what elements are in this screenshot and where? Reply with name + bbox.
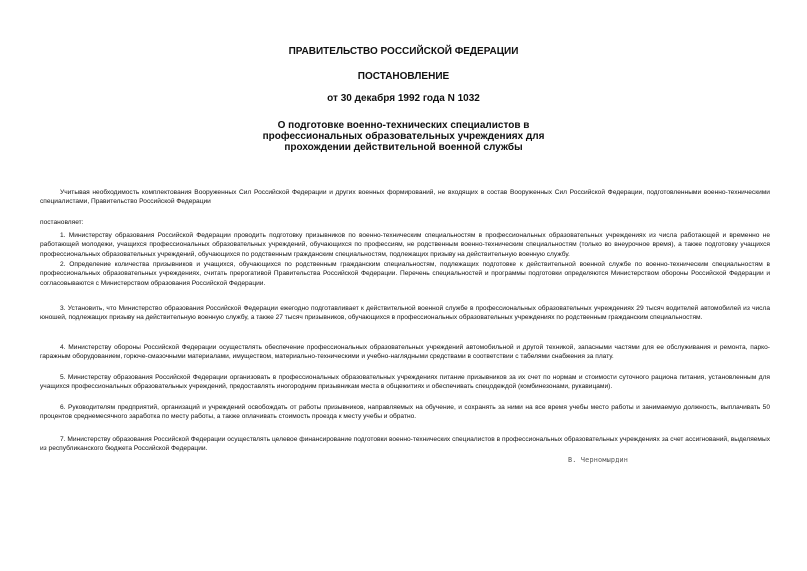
title-line-3: прохождении действительной военной службы <box>284 142 523 153</box>
document-title <box>0 120 807 153</box>
document-date: от 30 декабря 1992 года N 1032 <box>327 93 480 104</box>
paragraph-2: 2. Определение количества призывников и учащихся, обучающихся по родственным гражданским специальностям, подлежащих подготовке к действительной военной службе по военно-техническим специальностям в профессиональных образовательных учреждениях, считать прерогативой Правительства Российской Федерации. Перечень специальностей и программы подготовки определяются Министерством обороны Российской Федерации и согласовываются с Министерством образования Российской Федерации. <box>40 260 770 288</box>
decree-label: постановляет: <box>40 218 84 226</box>
paragraph-3: 3. Установить, что Министерство образования Российской Федерации ежегодно подготавливает к действительной военной службе в профессиональных образовательных учреждениях 29 тысяч водителей автомобилей из числа юношей, подлежащих призыву на действительную военную службу, а также 27 тысяч призывников, обучающихся в профессиональных образовательных учреждениях по родственным гражданским специальностям. <box>40 304 770 322</box>
title-line-1: О подготовке военно-технических специалистов в <box>277 120 530 131</box>
title-line-2: профессиональных образовательных учреждениях для <box>262 131 545 142</box>
paragraph-6: 6. Руководителям предприятий, организаций и учреждений освобождать от работы призывников, направляемых на обучение, и сохранять за ними на все время учебы место работы и занимаемую должность, выплачивать 50 процентов среднемесячного заработка по месту работы, а также оплачивать стоимость проезда к месту учебы и обратно. <box>40 403 770 421</box>
paragraph-1: 1. Министерству образования Российской Федерации проводить подготовку призывников по военно-техническим специальностям в профессиональных образовательных учреждениях из числа работающей и временно не работающей молодежи, учащихся профессиональных образовательных учреждений, обучающихся по профессиям, не родственным военно-техническим специальностям (только во внеурочное время), а также подготовку учащихся профессиональных образовательных учреждений, обучающихся по родственным гражданским специальностям, подлежащих призыву на действительную военную службу. <box>40 231 770 259</box>
paragraph-4: 4. Министерству обороны Российской Федерации осуществлять обеспечение профессиональных образовательных учреждений автомобильной и другой техникой, запасными частями для ее обслуживания и ремонта, парко-гаражным оборудованием, горюче-смазочными материалами, имуществом, материально-техническими и учебно-наглядными средствами в соответствии с табелями снабжения за плату. <box>40 343 770 361</box>
intro-paragraph: Учитывая необходимость комплектования Вооруженных Сил Российской Федерации и других военных формирований, не входящих в состав Вооруженных Сил Российской Федерации, подготовленными военно-техническими специалистами, Правительство Российской Федерации <box>40 188 770 206</box>
paragraph-5: 5. Министерству образования Российской Федерации организовать в профессиональных образовательных учреждениях питание призывников за их счет по нормам и стоимости суточного рациона питания, установленным для учащихся профессиональных образовательных учреждений, предоставлять иногородним призывникам места в общежитиях и обеспечивать спецодеждой (комбинезонами, рукавицами). <box>40 373 770 391</box>
government-heading: ПРАВИТЕЛЬСТВО РОССИЙСКОЙ ФЕДЕРАЦИИ <box>288 46 519 57</box>
document-type-heading: ПОСТАНОВЛЕНИЕ <box>357 71 450 82</box>
signature: В. Черномырдин <box>568 456 629 464</box>
paragraph-7: 7. Министерству образования Российской Федерации осуществлять целевое финансирование подготовки военно-технических специалистов в профессиональных образовательных учреждениях за счет ассигнований, выделяемых из республиканского бюджета Российской Федерации. <box>40 435 770 453</box>
